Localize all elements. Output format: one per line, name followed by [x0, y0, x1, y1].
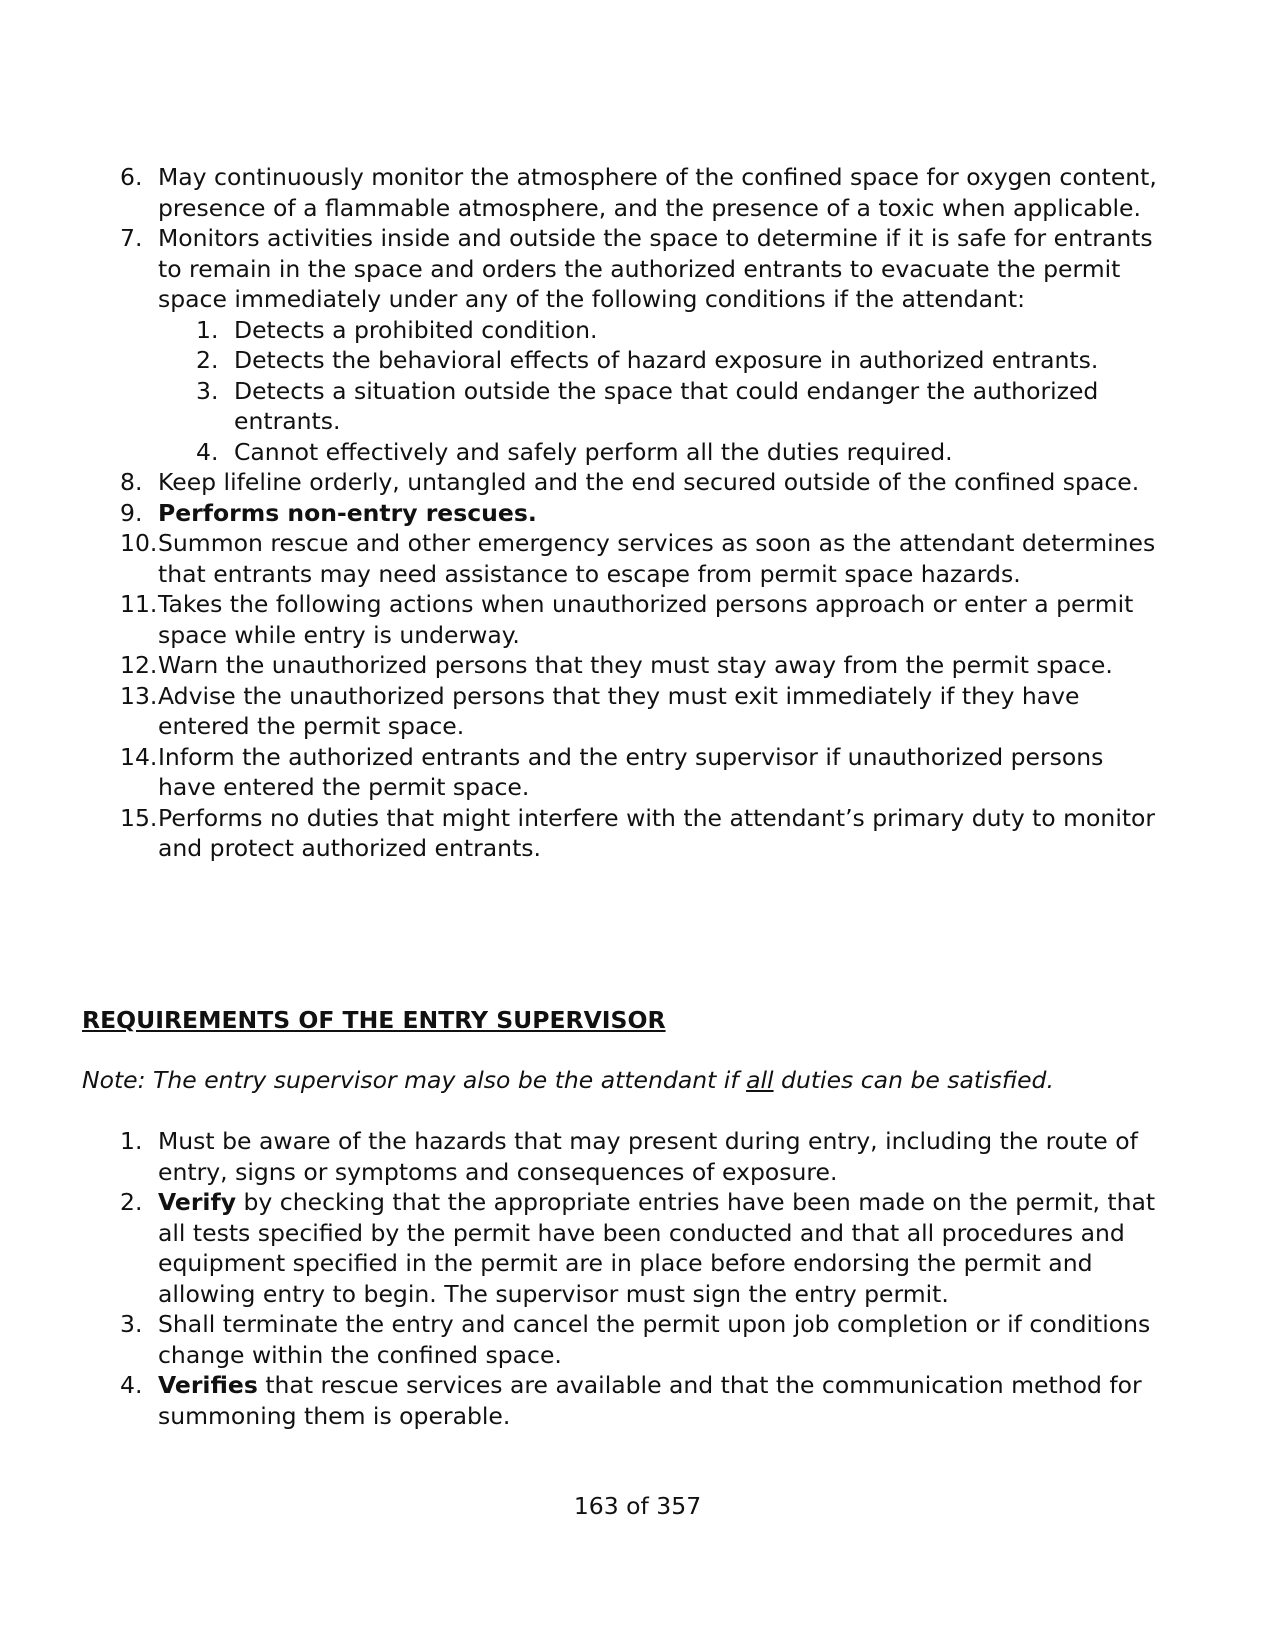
sub-item-text: Detects a situation outside the space that could endanger the authorized entrants. — [234, 376, 1099, 435]
item-number: 4. — [120, 1371, 143, 1399]
list-item — [120, 528, 1168, 589]
sub-item-text: Detects the behavioral effects of hazard exposure in authorized entrants. — [234, 346, 1099, 374]
item-number: 12. — [120, 651, 158, 679]
item-text: Summon rescue and other emergency services as soon as the attendant determines that entrants may need assistance to escape from permit space hazards. — [158, 529, 1156, 588]
item-text: Shall terminate the entry and cancel the permit upon job completion or if conditions change within the confined space. — [158, 1310, 1151, 1369]
item-number: 6. — [120, 163, 143, 191]
list-item — [120, 162, 1168, 223]
list-item — [120, 223, 1168, 467]
item-text: Takes the following actions when unauthorized persons approach or enter a permit space while entry is underway. — [158, 590, 1134, 649]
sub-item-number: 4. — [196, 437, 219, 466]
evacuate-conditions-list — [158, 315, 1168, 468]
list-item — [120, 650, 1168, 681]
item-number: 9. — [120, 498, 143, 527]
item-bold-text: Verify — [158, 1188, 237, 1216]
item-text: that rescue services are available and that the communication method for summoning them is operable. — [158, 1371, 1142, 1430]
list-item — [120, 803, 1168, 864]
item-text: Warn the unauthorized persons that they must stay away from the permit space. — [158, 651, 1113, 679]
sub-item-text: Detects a prohibited condition. — [234, 315, 598, 344]
item-number: 2. — [120, 1188, 143, 1216]
item-number: 15. — [120, 803, 158, 832]
list-item — [120, 498, 1168, 529]
item-text: Advise the unauthorized persons that they must exit immediately if they have entered the permit space. — [158, 681, 1080, 740]
list-item — [120, 1309, 1188, 1370]
item-text: May continuously monitor the atmosphere of the confined space for oxygen content, presence of a flammable atmosphere, and the presence of a toxic when applicable. — [158, 163, 1157, 222]
note-after: duties can be satisfied. — [773, 1066, 1054, 1094]
list-item — [120, 1187, 1188, 1309]
sub-list-item — [196, 315, 1168, 346]
item-number: 10. — [120, 529, 158, 557]
sub-item-text: Cannot effectively and safely perform all the duties required. — [234, 437, 953, 466]
item-number: 11. — [120, 590, 158, 618]
item-text: Monitors activities inside and outside the space to determine if it is safe for entrants to remain in the space and orders the authorized entrants to evacuate the permit space immediately under any of the following conditions if the attendant: — [158, 224, 1153, 313]
section-heading: REQUIREMENTS OF THE ENTRY SUPERVISOR — [82, 1006, 666, 1034]
item-text: Performs no duties that might interfere with the attendant’s primary duty to monitor and protect authorized entrants. — [158, 803, 1156, 862]
item-text: by checking that the appropriate entries have been made on the permit, that all tests specified by the permit have been conducted and that all procedures and equipment specified in the permit are in place before endorsing the permit and allowing entry to begin. The supervisor must sign the entry permit. — [158, 1188, 1156, 1308]
note-underlined: all — [746, 1066, 774, 1094]
sub-item-number: 2. — [196, 346, 219, 374]
item-number: 1. — [120, 1127, 143, 1155]
item-bold-text: Performs non-entry rescues. — [158, 498, 537, 527]
item-text: Inform the authorized entrants and the entry supervisor if unauthorized persons have entered the permit space. — [158, 742, 1104, 801]
list-item — [120, 681, 1168, 742]
item-number: 7. — [120, 224, 143, 252]
sub-list-item — [196, 437, 1168, 468]
list-item — [120, 589, 1168, 650]
item-text: Must be aware of the hazards that may present during entry, including the route of entry, signs or symptoms and consequences of exposure. — [158, 1127, 1138, 1186]
item-bold-text: Verifies — [158, 1371, 258, 1399]
supervisor-duties-list — [120, 1126, 1188, 1431]
sub-list-item — [196, 376, 1168, 437]
page-number: 163 of 357 — [573, 1492, 702, 1520]
attendant-duties-list — [120, 162, 1168, 864]
list-item — [120, 1370, 1188, 1431]
item-number: 13. — [120, 681, 158, 710]
sub-item-number: 3. — [196, 376, 219, 405]
list-item — [120, 1126, 1188, 1187]
list-item — [120, 742, 1168, 803]
sub-item-number: 1. — [196, 315, 219, 344]
item-number: 3. — [120, 1310, 143, 1338]
note-before: Note: The entry supervisor may also be the attendant if — [82, 1066, 747, 1094]
note-text — [82, 1066, 1054, 1094]
list-item — [120, 467, 1168, 498]
sub-list-item — [196, 345, 1168, 376]
item-number: 8. — [120, 468, 143, 496]
item-number: 14. — [120, 742, 158, 771]
item-text: Keep lifeline orderly, untangled and the end secured outside of the confined space. — [158, 468, 1140, 496]
